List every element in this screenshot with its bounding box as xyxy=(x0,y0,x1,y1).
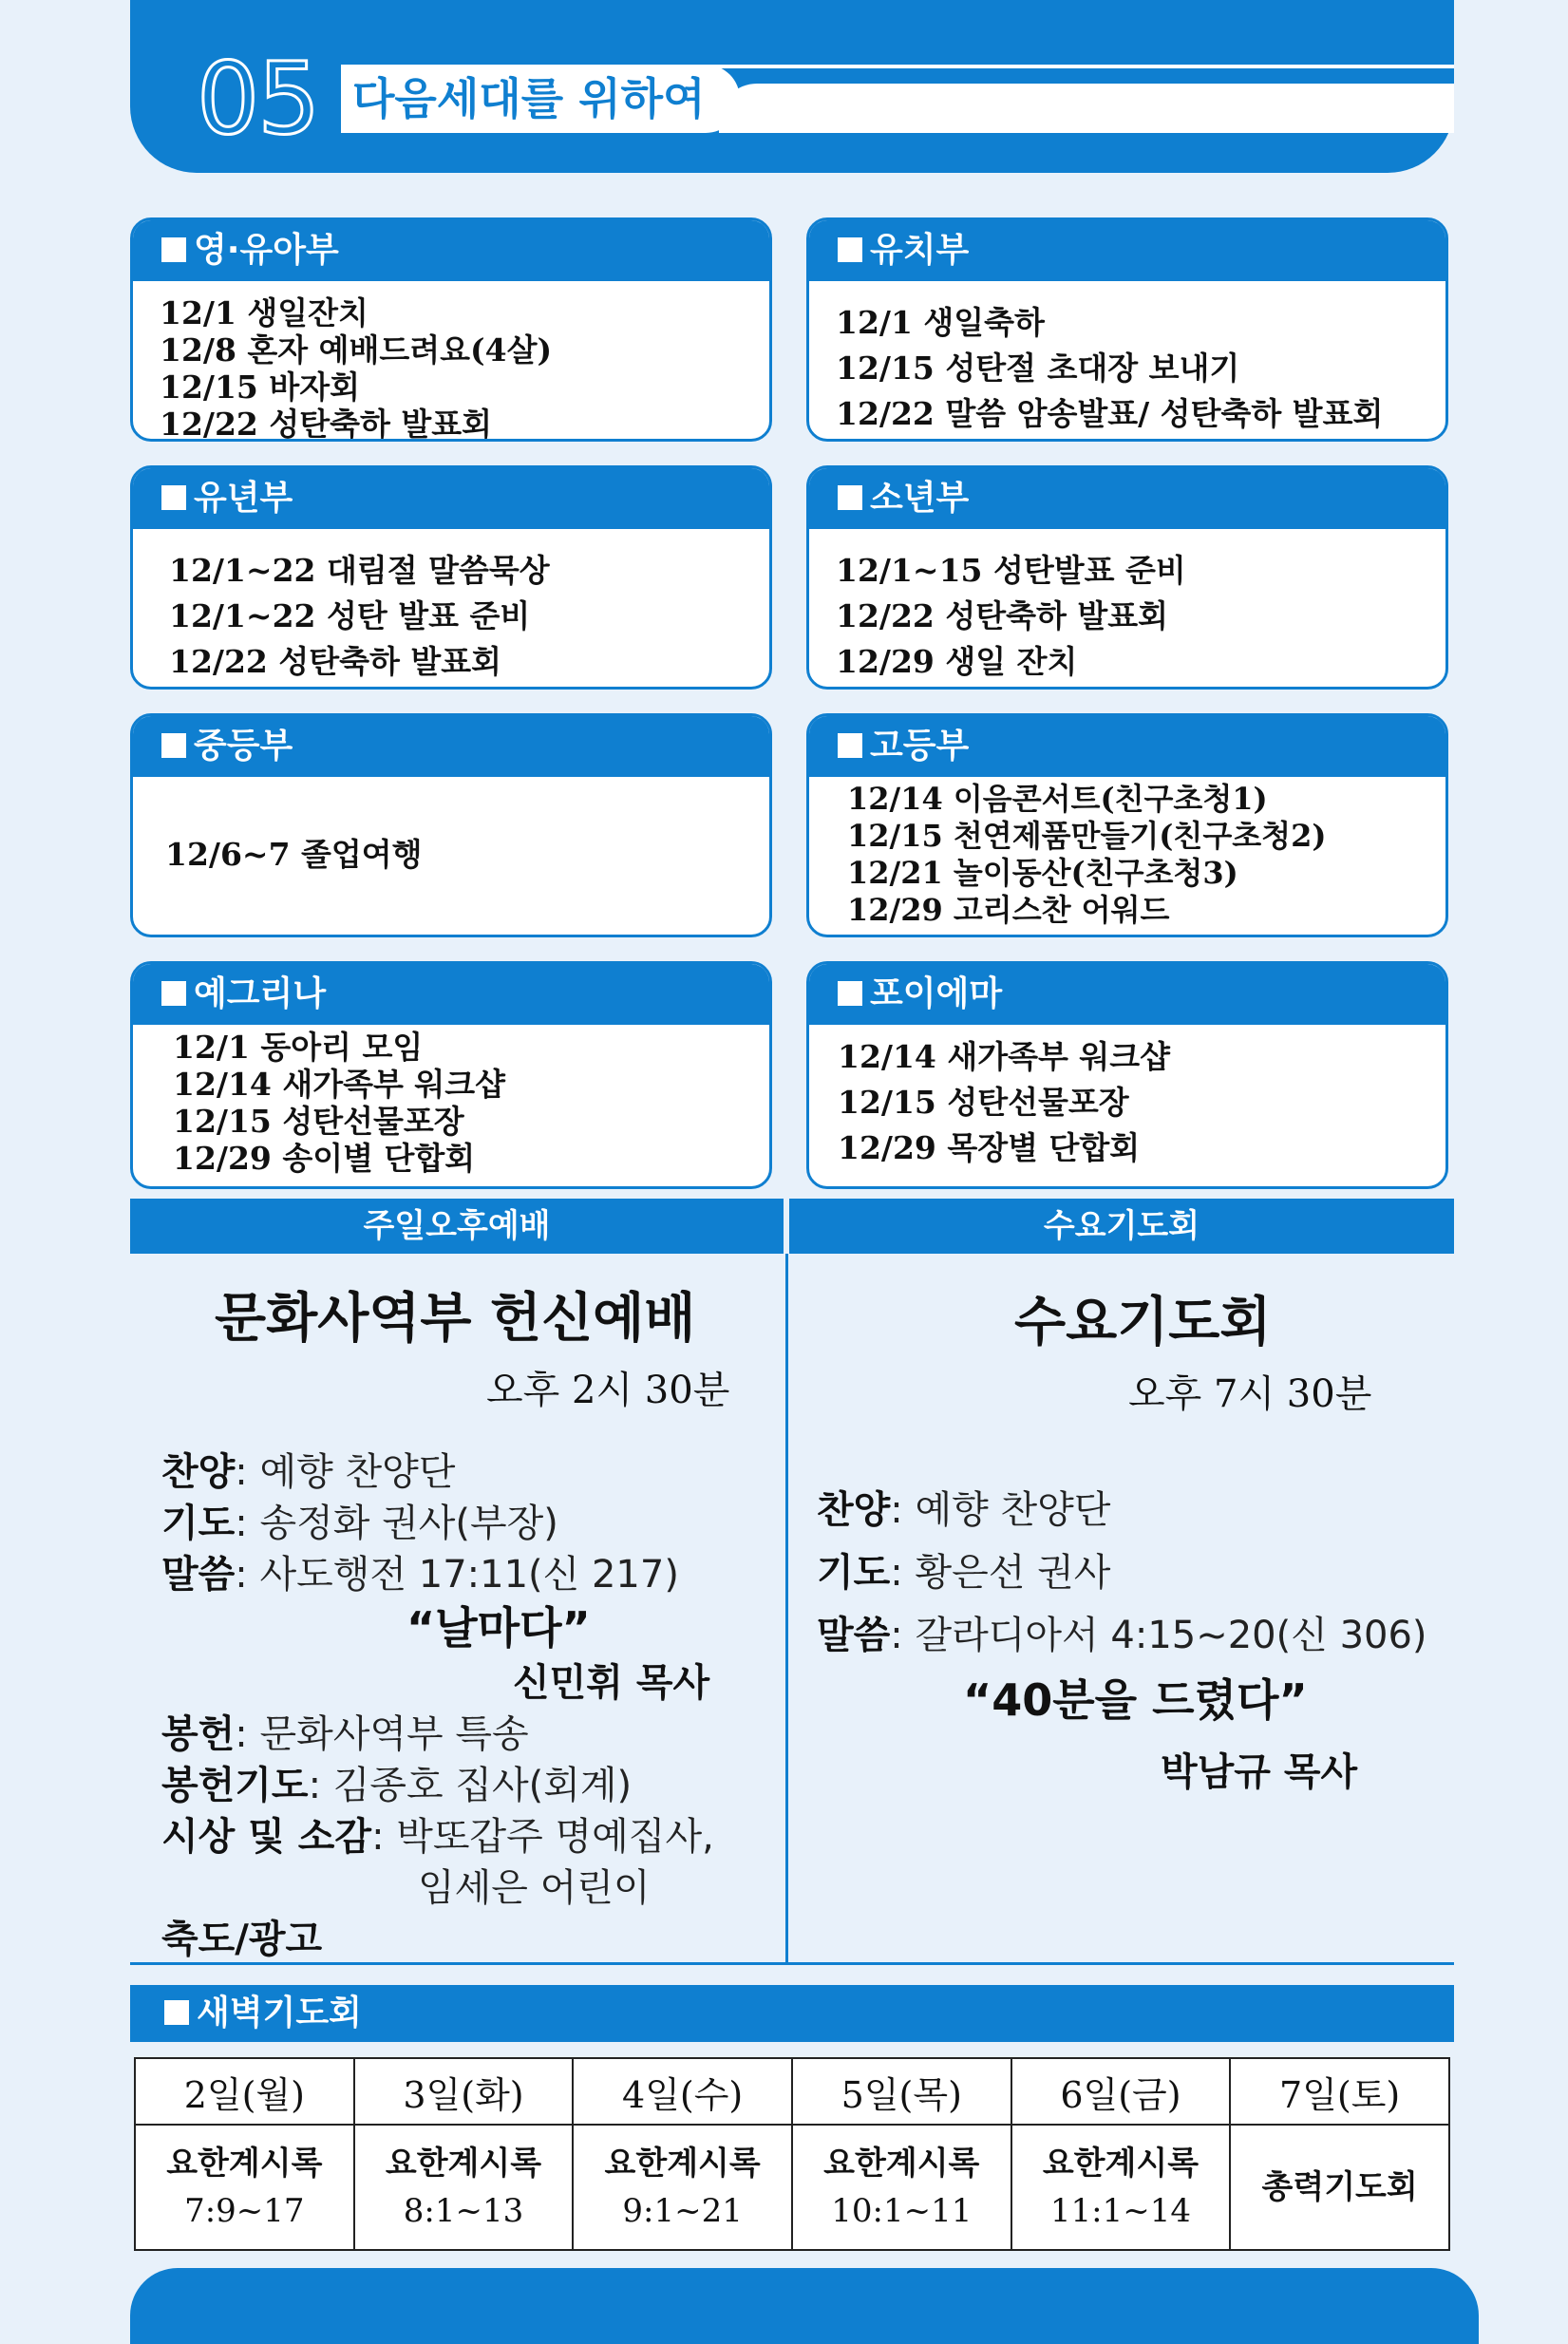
dept-name: 고등부 xyxy=(870,727,970,766)
dawn-day: 6일(금) xyxy=(1011,2058,1231,2125)
dept-item: 12/29 송이별 단합회 xyxy=(173,1140,476,1177)
sunday-offering-prayer: 봉헌기도: 김종호 집사(회계) xyxy=(161,1763,633,1807)
dept-card-infant xyxy=(130,217,772,442)
dept-name: 유치부 xyxy=(870,231,970,270)
square-bullet-icon xyxy=(161,733,186,758)
sunday-sermon: “날마다” xyxy=(406,1602,591,1654)
dept-item: 12/1~22 성탄 발표 준비 xyxy=(169,597,531,634)
sunday-prayer: 기도: 송정화 권사(부장) xyxy=(161,1501,558,1545)
sunday-praise: 찬양: 예향 찬양단 xyxy=(161,1449,456,1494)
dept-name: 유년부 xyxy=(194,479,293,518)
dept-item: 12/14 새가족부 워크샵 xyxy=(838,1038,1171,1075)
dept-item: 12/1 생일잔치 xyxy=(160,294,368,331)
dept-card-middle xyxy=(130,713,772,937)
sunday-award: 시상 및 소감: 박또갑주 명예집사, xyxy=(161,1814,714,1859)
dept-item: 12/22 성탄축하 발표회 xyxy=(169,643,502,680)
dept-name: 예그리나 xyxy=(194,974,327,1013)
dawn-reading: 총력기도회 xyxy=(1230,2125,1449,2250)
section-header xyxy=(130,0,1454,173)
dept-card-poiema xyxy=(806,961,1448,1189)
sunday-time: 오후 2시 30분 xyxy=(486,1369,730,1412)
dawn-prayer-bar xyxy=(130,1985,1454,2042)
dept-name: 중등부 xyxy=(194,727,293,766)
wednesday-header: 수요기도회 xyxy=(789,1199,1454,1254)
dept-item: 12/22 성탄축하 발표회 xyxy=(836,597,1169,634)
dept-card-kindergarten xyxy=(806,217,1448,442)
dept-card-elementary-junior xyxy=(130,465,772,690)
dept-item: 12/15 바자회 xyxy=(160,369,361,406)
dept-item: 12/15 성탄선물포장 xyxy=(173,1103,464,1140)
dawn-reading: 요한계시록 10:1~11 xyxy=(792,2125,1011,2250)
dept-item: 12/15 성탄선물포장 xyxy=(838,1084,1129,1121)
dept-item: 12/15 천연제품만들기(친구초청2) xyxy=(847,818,1327,854)
dawn-reading: 요한계시록 9:1~21 xyxy=(573,2125,792,2250)
dawn-reading: 요한계시록 7:9~17 xyxy=(135,2125,354,2250)
dept-item: 12/1 생일축하 xyxy=(836,304,1045,341)
footer-bar xyxy=(130,2268,1479,2344)
dawn-day: 5일(목) xyxy=(792,2058,1011,2125)
dept-card-elementary-senior xyxy=(806,465,1448,690)
square-bullet-icon xyxy=(838,733,862,758)
dawn-prayer-table xyxy=(134,2057,1450,2251)
dept-item: 12/6~7 졸업여행 xyxy=(165,836,423,873)
title-tail xyxy=(719,84,1454,133)
square-bullet-icon xyxy=(161,981,186,1006)
dept-item: 12/1~15 성탄발표 준비 xyxy=(836,552,1186,589)
dawn-reading: 요한계시록 8:1~13 xyxy=(354,2125,574,2250)
dept-item: 12/14 이음콘서트(친구초청1) xyxy=(847,781,1268,817)
dawn-day: 3일(화) xyxy=(354,2058,574,2125)
square-bullet-icon xyxy=(164,2000,189,2025)
dept-name: 영·유아부 xyxy=(194,231,339,270)
wednesday-title: 수요기도회 xyxy=(1014,1291,1272,1353)
dept-item: 12/29 고리스찬 어워드 xyxy=(847,892,1170,928)
wednesday-word: 말씀: 갈라디아서 4:15~20(신 306) xyxy=(817,1613,1427,1657)
dept-item: 12/29 목장별 단합회 xyxy=(838,1129,1141,1166)
sunday-award-2: 임세은 어린이 xyxy=(418,1866,651,1910)
worship-divider xyxy=(785,1254,788,1964)
dept-name: 포이에마 xyxy=(870,974,1003,1013)
section-number: 05 xyxy=(197,41,319,157)
dept-item: 12/14 새가족부 워크샵 xyxy=(173,1066,506,1103)
dept-item: 12/15 성탄절 초대장 보내기 xyxy=(836,350,1240,387)
dawn-day: 4일(수) xyxy=(573,2058,792,2125)
dept-item: 12/21 놀이동산(친구초청3) xyxy=(847,855,1238,891)
sunday-offering: 봉헌: 문화사역부 특송 xyxy=(161,1711,529,1756)
dept-card-high xyxy=(806,713,1448,937)
dept-item: 12/1~22 대림절 말씀묵상 xyxy=(169,552,550,589)
wednesday-sermon: “40분을 드렸다” xyxy=(963,1674,1308,1726)
sunday-word: 말씀: 사도행전 17:11(신 217) xyxy=(161,1552,679,1597)
dept-item: 12/1 동아리 모임 xyxy=(173,1029,424,1066)
dept-item: 12/8 혼자 예배드려요(4살) xyxy=(160,331,553,369)
wednesday-prayer: 기도: 황은선 권사 xyxy=(817,1550,1111,1595)
dawn-title: 새벽기도회 xyxy=(197,1994,362,2032)
sunday-title: 문화사역부 헌신예배 xyxy=(215,1287,696,1350)
dept-card-yegrina xyxy=(130,961,772,1189)
dawn-day: 2일(월) xyxy=(135,2058,354,2125)
wednesday-time: 오후 7시 30분 xyxy=(1128,1372,1372,1416)
square-bullet-icon xyxy=(838,981,862,1006)
wednesday-preacher: 박남규 목사 xyxy=(1161,1749,1358,1794)
sunday-preacher: 신민휘 목사 xyxy=(513,1660,710,1705)
dept-item: 12/22 말씀 암송발표/ 성탄축하 발표회 xyxy=(836,395,1384,432)
square-bullet-icon xyxy=(161,237,186,262)
dept-item: 12/22 성탄축하 발표회 xyxy=(160,406,493,442)
worship-header-bar xyxy=(130,1199,1454,1254)
square-bullet-icon xyxy=(161,485,186,510)
wednesday-praise: 찬양: 예향 찬양단 xyxy=(817,1487,1111,1532)
sunday-closing: 축도/광고 xyxy=(161,1917,323,1961)
section-title: 다음세대를 위하여 xyxy=(352,73,706,124)
dawn-reading: 요한계시록 11:1~14 xyxy=(1011,2125,1231,2250)
worship-bottom-line xyxy=(130,1962,1454,1965)
square-bullet-icon xyxy=(838,485,862,510)
dawn-day: 7일(토) xyxy=(1230,2058,1449,2125)
square-bullet-icon xyxy=(838,237,862,262)
sunday-header: 주일오후예배 xyxy=(130,1199,784,1254)
dept-item: 12/29 생일 잔치 xyxy=(836,643,1078,680)
dept-name: 소년부 xyxy=(870,479,970,518)
